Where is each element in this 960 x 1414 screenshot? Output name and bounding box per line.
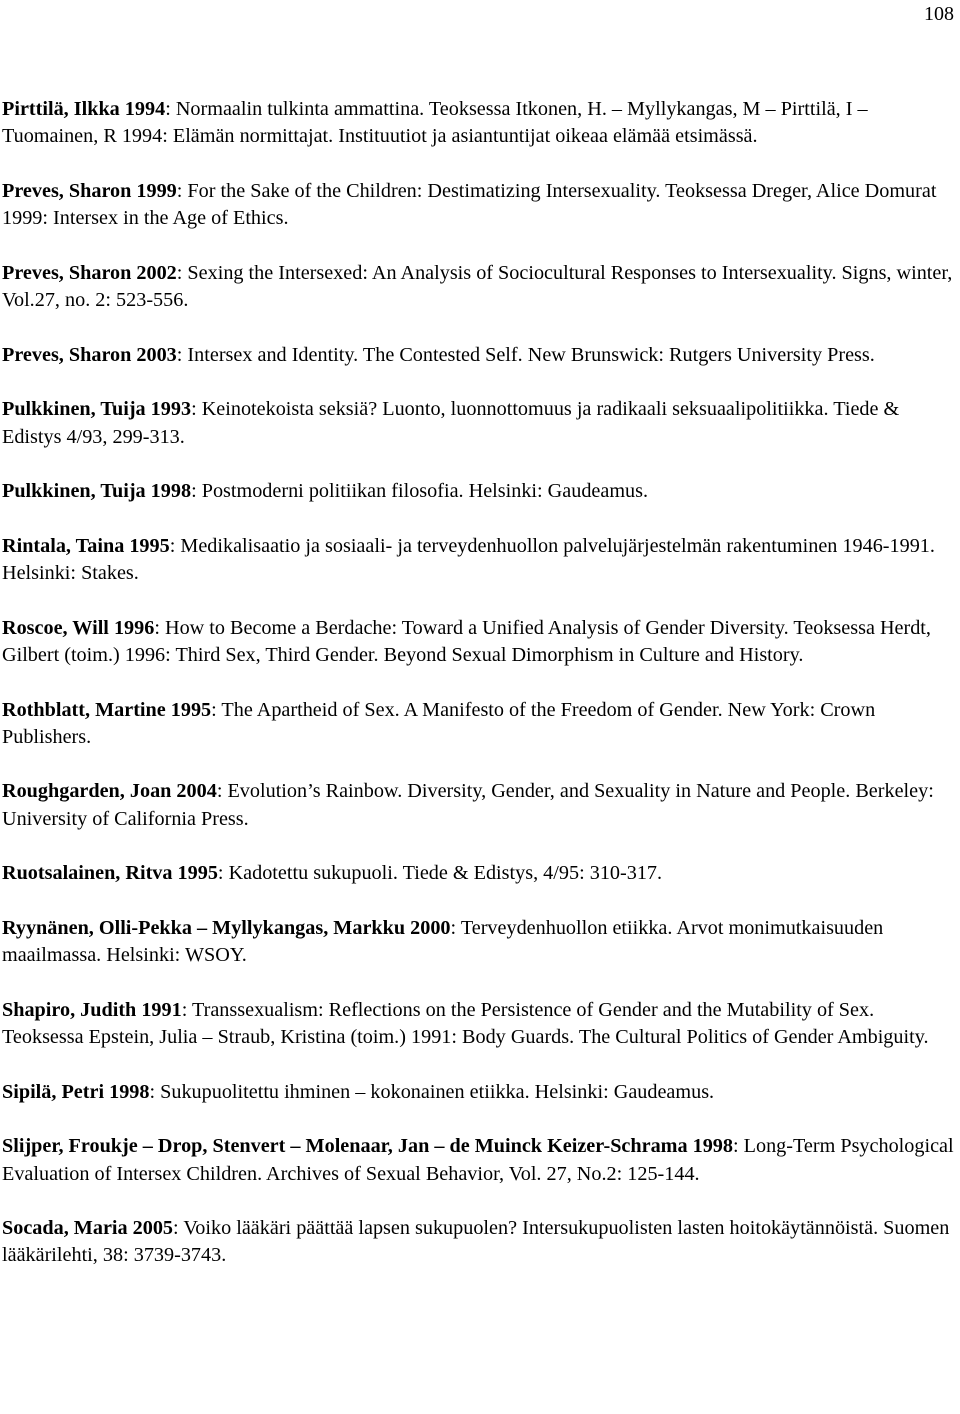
reference-details: : Evolution’s Rainbow. Diversity, Gender, and Sexuality in Nature and People. Berkeley: University of California Press. [2,780,934,830]
reference-details: : Normaalin tulkinta ammattina. Teoksessa Itkonen, H. – Myllykangas, M – Pirttilä, I – Tuomainen, R 1994: Elämän normittajat. Instituutiot ja asiantuntijat oikeaa elämää etsimässä. [2,98,868,148]
reference-author: Preves, Sharon 2003 [2,343,177,366]
reference-item [2,860,954,887]
reference-author: Preves, Sharon 2002 [2,261,177,284]
reference-item [2,615,954,670]
reference-list [2,96,954,1297]
reference-author: Socada, Maria 2005 [2,1217,174,1240]
reference-author: Shapiro, Judith 1991 [2,998,182,1021]
reference-item [2,396,954,451]
reference-item [2,1079,954,1106]
reference-author: Ryynänen, Olli-Pekka – Myllykangas, Markku 2000 [2,916,451,939]
reference-details: : Postmoderni politiikan filosofia. Helsinki: Gaudeamus. [191,480,649,503]
reference-details: : Medikalisaatio ja sosiaali- ja terveydenhuollon palvelujärjestelmän rakentuminen 1946-1991. Helsinki: Stakes. [2,534,935,585]
reference-item [2,697,954,752]
reference-item [2,478,954,505]
reference-author: Pirttilä, Ilkka 1994 [2,98,166,120]
reference-item [2,1215,954,1270]
reference-item [2,778,954,833]
reference-details: : Intersex and Identity. The Contested Self. New Brunswick: Rutgers University Press. [176,343,875,366]
reference-item [2,96,954,151]
reference-item [2,178,954,233]
reference-author: Ruotsalainen, Ritva 1995 [2,862,218,885]
reference-item [2,342,954,369]
reference-author: Rintala, Taina 1995 [2,534,170,557]
reference-item [2,997,954,1052]
reference-author: Pulkkinen, Tuija 1998 [2,480,192,503]
reference-details: : Long-Term Psychological Evaluation of Intersex Children. Archives of Sexual Behavior, Vol. 27, No.2: 125-144. [2,1135,954,1185]
reference-author: Preves, Sharon 1999 [2,179,177,202]
reference-details: : Transsexualism: Reflections on the Persistence of Gender and the Mutability of Sex. Teoksessa Epstein, Julia – Straub, Kristina (toim.) 1991: Body Guards. The Cultural Politics of Gender Ambiguity. [2,998,929,1049]
reference-details: : For the Sake of the Children: Destimatizing Intersexuality. Teoksessa Dreger, Alice Domurat 1999: Intersex in the Age of Ethics. [2,179,937,230]
reference-details: : Voiko lääkäri päättää lapsen sukupuolen? Intersukupuolisten lasten hoitokäytännöistä. Suomen lääkärilehti, 38: 3739-3743. [2,1217,950,1267]
reference-author: Rothblatt, Martine 1995 [2,698,212,721]
reference-details: : The Apartheid of Sex. A Manifesto of the Freedom of Gender. New York: Crown Publishers. [2,698,876,748]
page-number: 108 [924,3,954,25]
reference-details: : Sexing the Intersexed: An Analysis of Sociocultural Responses to Intersexuality. Signs, winter, Vol.27, no. 2: 523-556. [2,261,953,312]
reference-details: : Kadotettu sukupuoli. Tiede & Edistys, 4/95: 310-317. [217,862,663,885]
reference-details: : Sukupuolitettu ihminen – kokonainen etiikka. Helsinki: Gaudeamus. [149,1080,715,1103]
reference-details: : Keinotekoista seksiä? Luonto, luonnottomuus ja radikaali seksuaalipolitiikka. Tiede & Edistys 4/93, 299-313. [2,398,900,448]
reference-details: : Terveydenhuollon etiikka. Arvot monimutkaisuuden maailmassa. Helsinki: WSOY. [2,916,884,967]
reference-item [2,915,954,970]
reference-item [2,260,954,315]
reference-author: Roughgarden, Joan 2004 [2,780,217,803]
reference-author: Roscoe, Will 1996 [2,616,155,639]
reference-details: : How to Become a Berdache: Toward a Unified Analysis of Gender Diversity. Teoksessa Herdt, Gilbert (toim.) 1996: Third Sex, Third Gender. Beyond Sexual Dimorphism in Culture and History. [2,616,931,666]
reference-author: Slijper, Froukje – Drop, Stenvert – Molenaar, Jan – de Muinck Keizer-Schrama 1998 [2,1135,733,1158]
reference-author: Sipilä, Petri 1998 [2,1080,150,1103]
reference-author: Pulkkinen, Tuija 1993 [2,398,192,421]
reference-item [2,533,954,588]
reference-item [2,1133,954,1188]
